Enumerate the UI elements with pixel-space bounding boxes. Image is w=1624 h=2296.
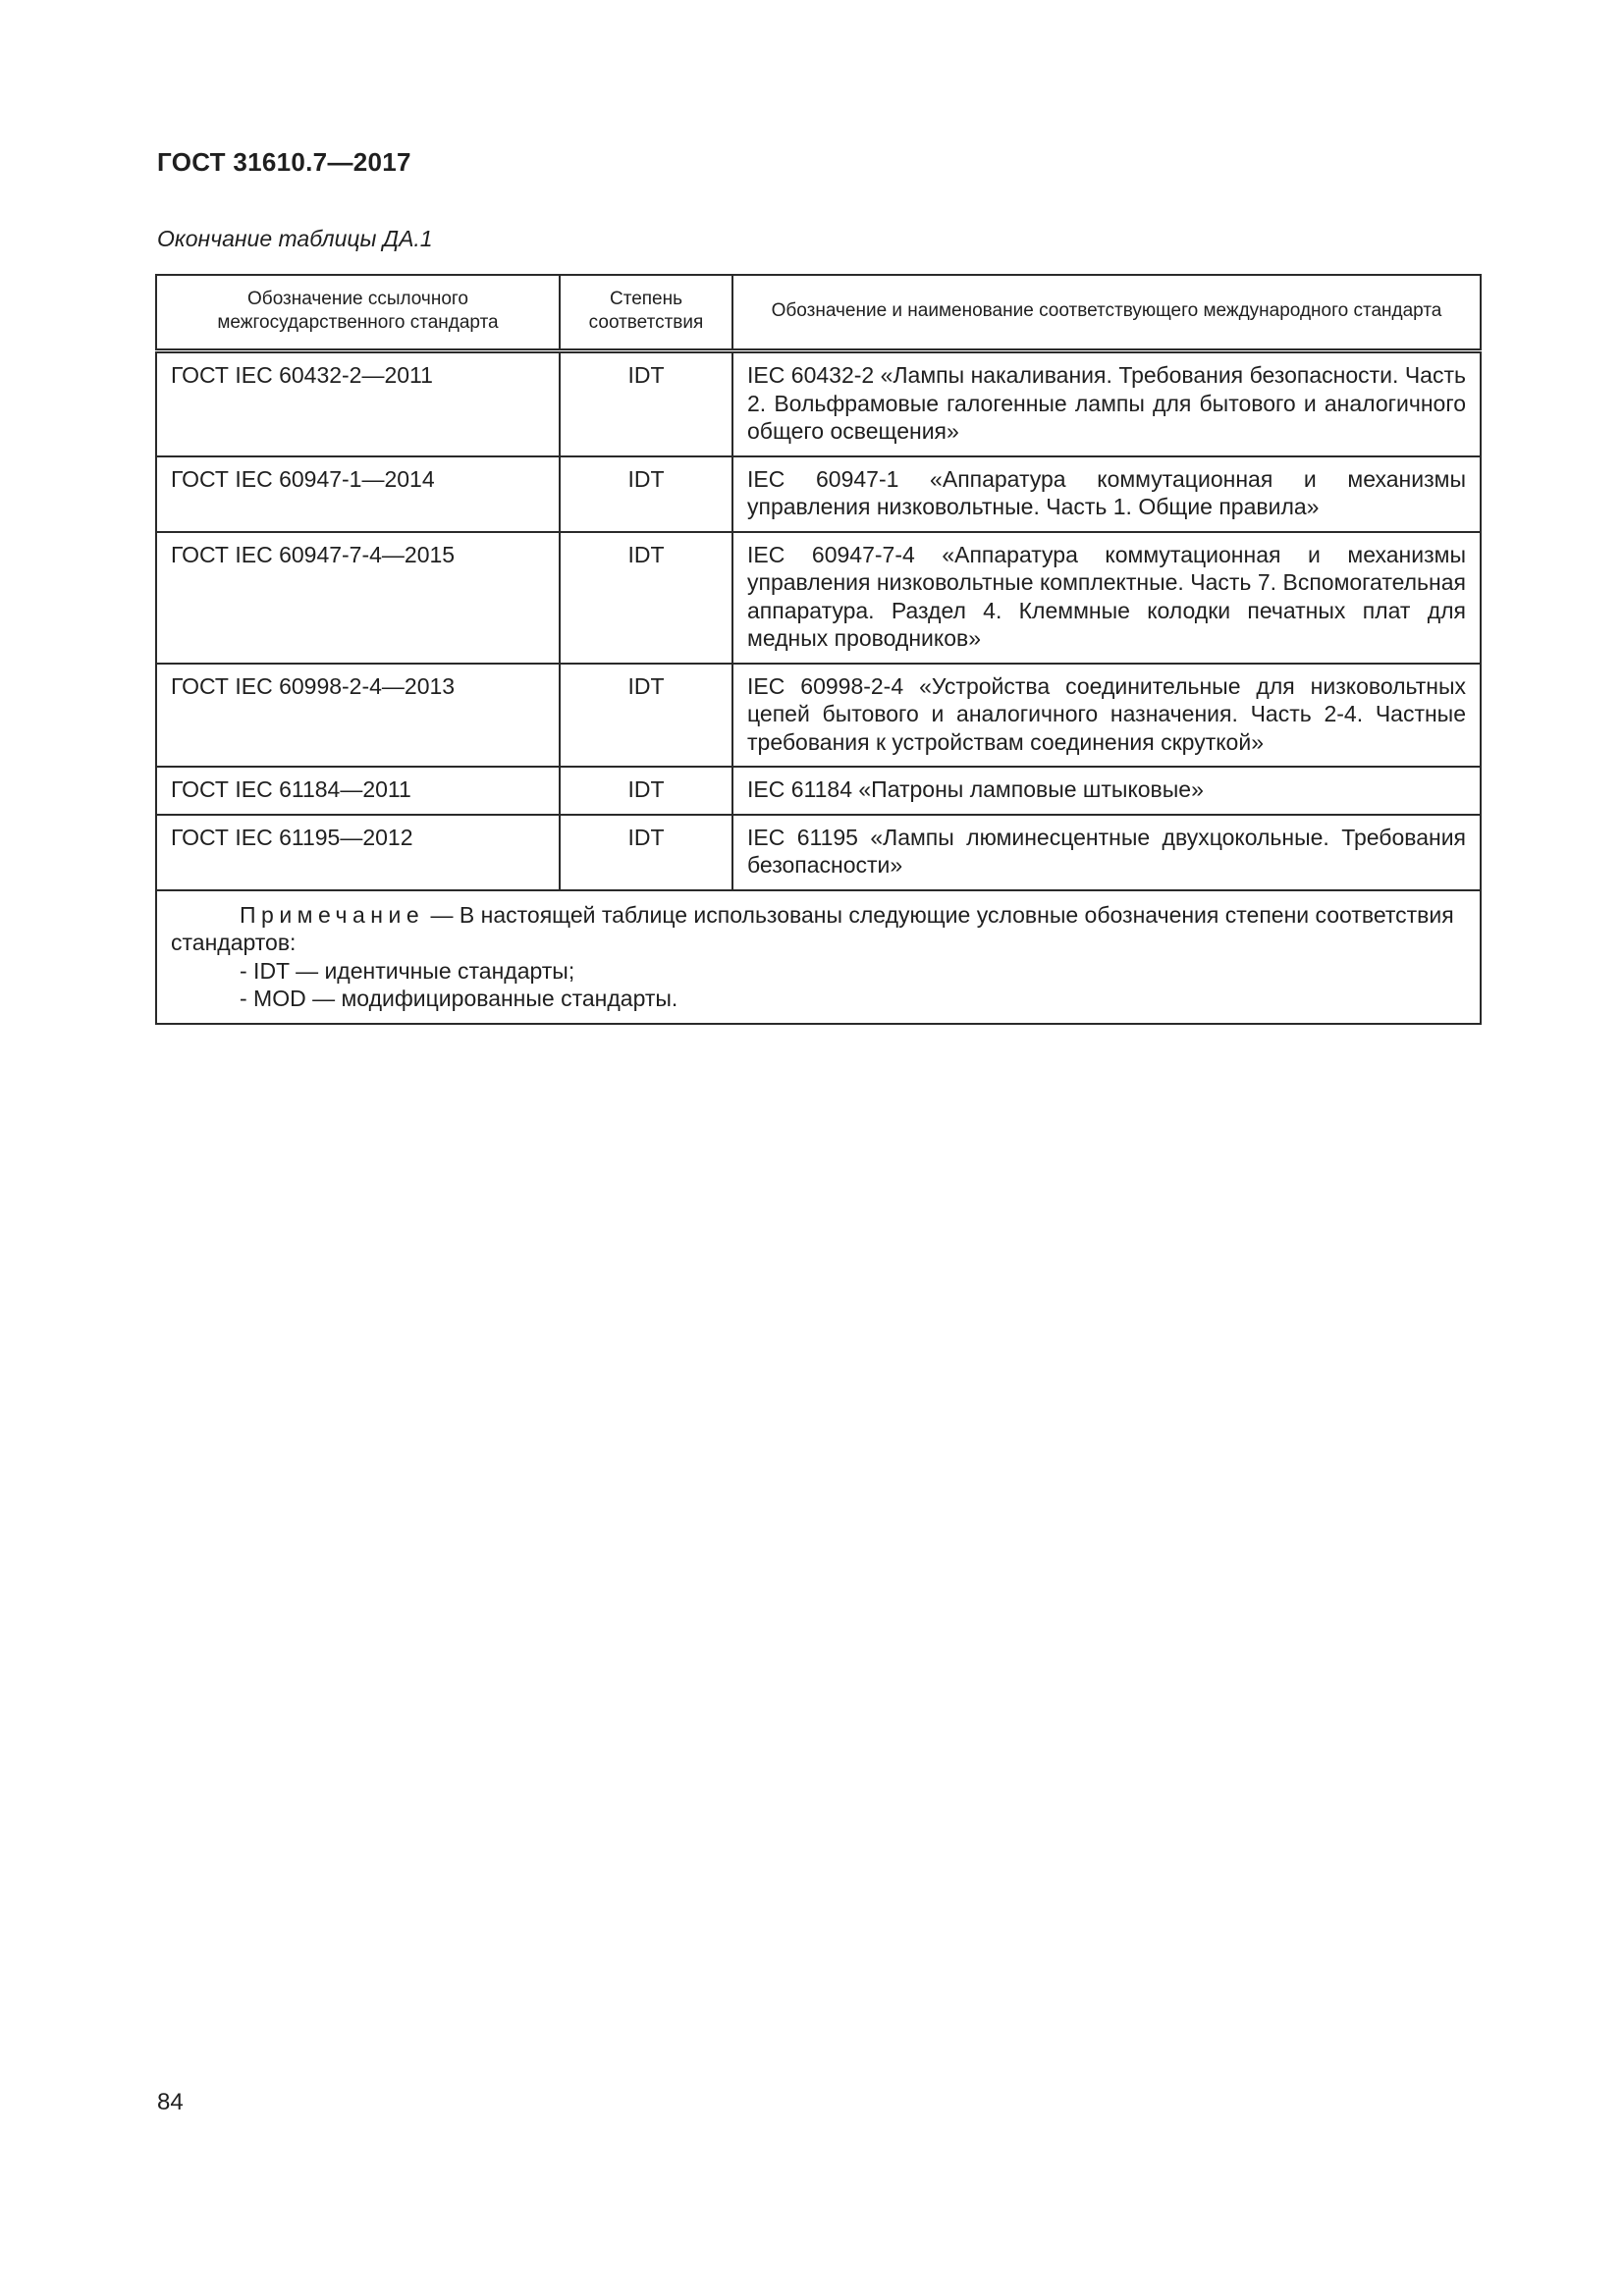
cell-iec: IEC 60998-2-4 «Устройства соединительные для низковольтных цепей бытового и аналогичного назначения. Часть 2-4. Частные требования к устройствам соединения скруткой»	[732, 664, 1481, 768]
cell-degree: IDT	[560, 351, 732, 456]
header-iec: Обозначение и наименование соответствующего международного стандарта	[732, 275, 1481, 351]
cell-iec: IEC 60947-1 «Аппаратура коммутационная и механизмы управления низковольтные. Часть 1. Общие правила»	[732, 456, 1481, 532]
cell-gost: ГОСТ IEC 60947-1—2014	[156, 456, 560, 532]
cell-iec: IEC 60432-2 «Лампы накаливания. Требования безопасности. Часть 2. Вольфрамовые галогенные лампы для бытового и аналогичного общего освещения»	[732, 351, 1481, 456]
note-item: - MOD — модифицированные стандарты.	[240, 986, 678, 1011]
cell-degree: IDT	[560, 664, 732, 768]
cell-iec: IEC 61184 «Патроны ламповые штыковые»	[732, 767, 1481, 815]
table-note-row	[156, 890, 1481, 1024]
cell-gost: ГОСТ IEC 61184—2011	[156, 767, 560, 815]
table-row	[156, 815, 1481, 890]
table-row	[156, 767, 1481, 815]
cell-iec: IEC 61195 «Лампы люминесцентные двухцокольные. Требования безопасности»	[732, 815, 1481, 890]
cell-degree: IDT	[560, 532, 732, 664]
cell-degree: IDT	[560, 767, 732, 815]
cell-gost: ГОСТ IEC 61195—2012	[156, 815, 560, 890]
cell-degree: IDT	[560, 456, 732, 532]
table-row	[156, 532, 1481, 664]
table-note	[156, 890, 1481, 1024]
cell-iec: IEC 60947-7-4 «Аппаратура коммутационная и механизмы управления низковольтные комплектные. Часть 7. Вспомогательная аппаратура. Раздел 4. Клеммные колодки печатных плат для медных проводников»	[732, 532, 1481, 664]
table-header-row	[156, 275, 1481, 351]
correspondence-table	[155, 274, 1482, 1025]
header-degree: Степень соответствия	[560, 275, 732, 351]
cell-gost: ГОСТ IEC 60998-2-4—2013	[156, 664, 560, 768]
cell-gost: ГОСТ IEC 60432-2—2011	[156, 351, 560, 456]
table-row	[156, 456, 1481, 532]
note-text: — В настоящей таблице использованы следующие условные обозначения степени соответствия стандартов:	[171, 901, 1454, 955]
note-label: Примечание	[240, 901, 425, 928]
table-caption: Окончание таблицы ДА.1	[157, 226, 433, 251]
note-item: - IDT — идентичные стандарты;	[240, 957, 575, 984]
table-row	[156, 664, 1481, 768]
header-gost: Обозначение ссылочного межгосударственного стандарта	[156, 275, 560, 351]
cell-degree: IDT	[560, 815, 732, 890]
table-row	[156, 351, 1481, 456]
cell-gost: ГОСТ IEC 60947-7-4—2015	[156, 532, 560, 664]
page-number: 84	[157, 2089, 184, 2115]
document-code: ГОСТ 31610.7—2017	[157, 147, 411, 177]
